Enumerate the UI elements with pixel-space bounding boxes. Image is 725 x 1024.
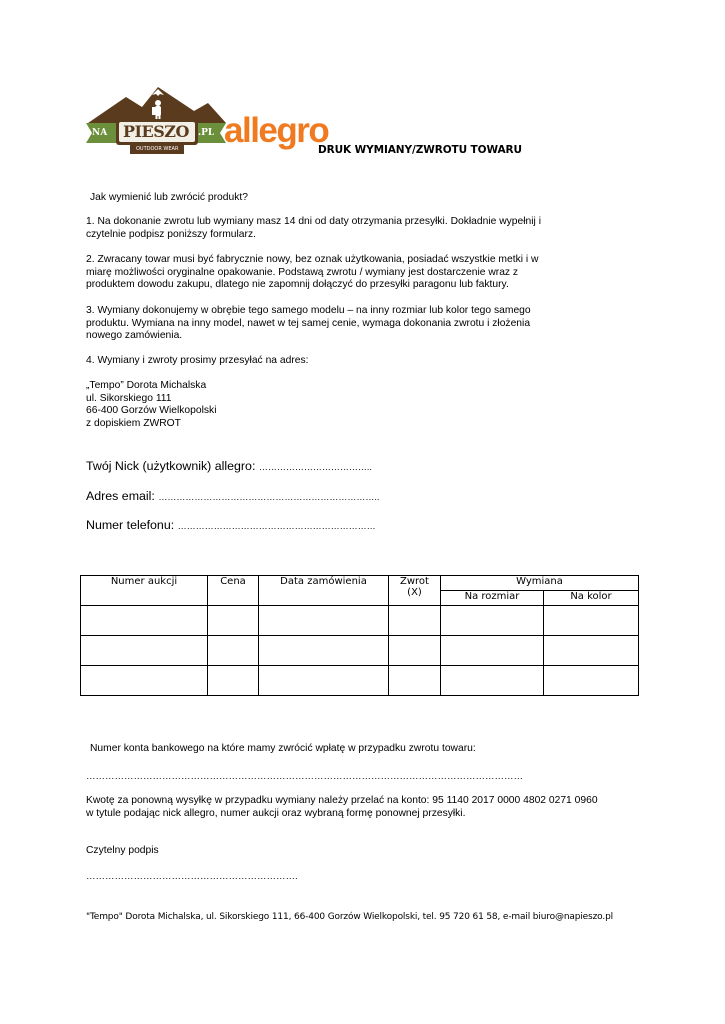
- footer-contact: "Tempo" Dorota Michalska, ul. Sikorskiego 111, 66-400 Gorzów Wielkopolski, tel. 95 720 61 58, e-mail biuro@napieszo.pl: [86, 912, 613, 922]
- return-address: „Tempo” Dorota Michalska ul. Sikorskiego 111 66-400 Gorzów Wielkopolski z dopiskiem ZWROT: [86, 380, 217, 429]
- paragraph-2: 2. Zwracany towar musi być fabrycznie nowy, bez oznak użytkowania, posiadać wszystkie metki i w miarę możliwości oryginalne opakowanie. Podstawą zwrotu / wymiany jest dostarczenie wraz z produktem dowodu zakupu, dlatego nie zapomnij dołączyć do przesyłki paragonu lub faktury.: [86, 254, 539, 290]
- logo-subtext: OUTDOOR WEAR: [136, 146, 179, 152]
- header-price: Cena: [208, 576, 259, 606]
- header-color: Na kolor: [544, 591, 639, 606]
- bank-account-label: Numer konta bankowego na które mamy zwrócić wpłatę w przypadku zwrotu towaru:: [90, 743, 476, 754]
- logo-pieszo: PIESZO: [123, 122, 189, 141]
- signature-label: Czytelny podpis: [86, 845, 159, 856]
- cell-size[interactable]: [441, 666, 544, 696]
- cell-color[interactable]: [544, 606, 639, 636]
- paragraph-3: 3. Wymiany dokonujemy w obrębie tego samego modelu – na inny rozmiar lub kolor tego samego produktu. Wymiana na inny model, nawet w tej samej cenie, wymaga dokonania zwrotu i złożenia nowego zamówienia.: [86, 305, 531, 341]
- question-text: Jak wymienić lub zwrócić produkt?: [90, 192, 248, 203]
- phone-field[interactable]: [86, 518, 376, 532]
- cell-return[interactable]: [389, 606, 441, 636]
- document-title: DRUK WYMIANY/ZWROTU TOWARU: [318, 144, 522, 156]
- cell-date[interactable]: [259, 666, 389, 696]
- paragraph-1: 1. Na dokonanie zwrotu lub wymiany masz 14 dni od daty otrzymania przesyłki. Dokładnie wypełnij i czytelnie podpisz poniższy formularz.: [86, 216, 541, 240]
- bank-account-dots[interactable]: …………………………………………………………………………………………………………………………: [86, 771, 523, 782]
- phone-label: Numer telefonu:: [86, 518, 175, 532]
- nick-label: Twój Nick (użytkownik) allegro:: [86, 459, 256, 473]
- allegro-logo: allegro: [224, 111, 329, 150]
- table-row: [81, 636, 639, 666]
- header-order-date: Data zamówienia: [259, 576, 389, 606]
- cell-auction[interactable]: [81, 636, 208, 666]
- cell-auction[interactable]: [81, 666, 208, 696]
- cell-price[interactable]: [208, 636, 259, 666]
- cell-return[interactable]: [389, 666, 441, 696]
- reshipping-fee-text: Kwotę za ponowną wysyłkę w przypadku wymiany należy przelać na konto: 95 1140 2017 0000 4802 0271 0960 w tytule podając nick allegro, numer aukcji oraz wybraną formę ponownej przesyłki.: [86, 795, 598, 819]
- table-row: [81, 606, 639, 636]
- phone-dots: …………………………………………………………: [177, 521, 376, 531]
- email-label: Adres email:: [86, 489, 155, 503]
- paragraph-4: 4. Wymiany i zwroty prosimy przesyłać na adres:: [86, 355, 309, 366]
- nick-field[interactable]: [86, 459, 372, 473]
- header-return: Zwrot (X): [389, 576, 441, 606]
- cell-return[interactable]: [389, 636, 441, 666]
- cell-date[interactable]: [259, 606, 389, 636]
- cell-date[interactable]: [259, 636, 389, 666]
- logo-na: NA: [92, 128, 108, 138]
- header-exchange: Wymiana: [441, 576, 639, 591]
- header-size: Na rozmiar: [441, 591, 544, 606]
- table-row: [81, 666, 639, 696]
- email-dots: ………………………………………………………………..: [158, 492, 380, 502]
- cell-auction[interactable]: [81, 606, 208, 636]
- email-field[interactable]: [86, 489, 379, 503]
- cell-color[interactable]: [544, 636, 639, 666]
- napieszo-logo: [86, 85, 226, 157]
- signature-line[interactable]: ………………………………………………………….: [86, 871, 298, 882]
- cell-size[interactable]: [441, 606, 544, 636]
- nick-dots: ………………………………..: [258, 462, 372, 472]
- cell-size[interactable]: [441, 636, 544, 666]
- cell-price[interactable]: [208, 666, 259, 696]
- logo-pl: .PL: [198, 128, 215, 138]
- order-table: [80, 575, 639, 696]
- header-auction-number: Numer aukcji: [81, 576, 208, 606]
- cell-price[interactable]: [208, 606, 259, 636]
- cell-color[interactable]: [544, 666, 639, 696]
